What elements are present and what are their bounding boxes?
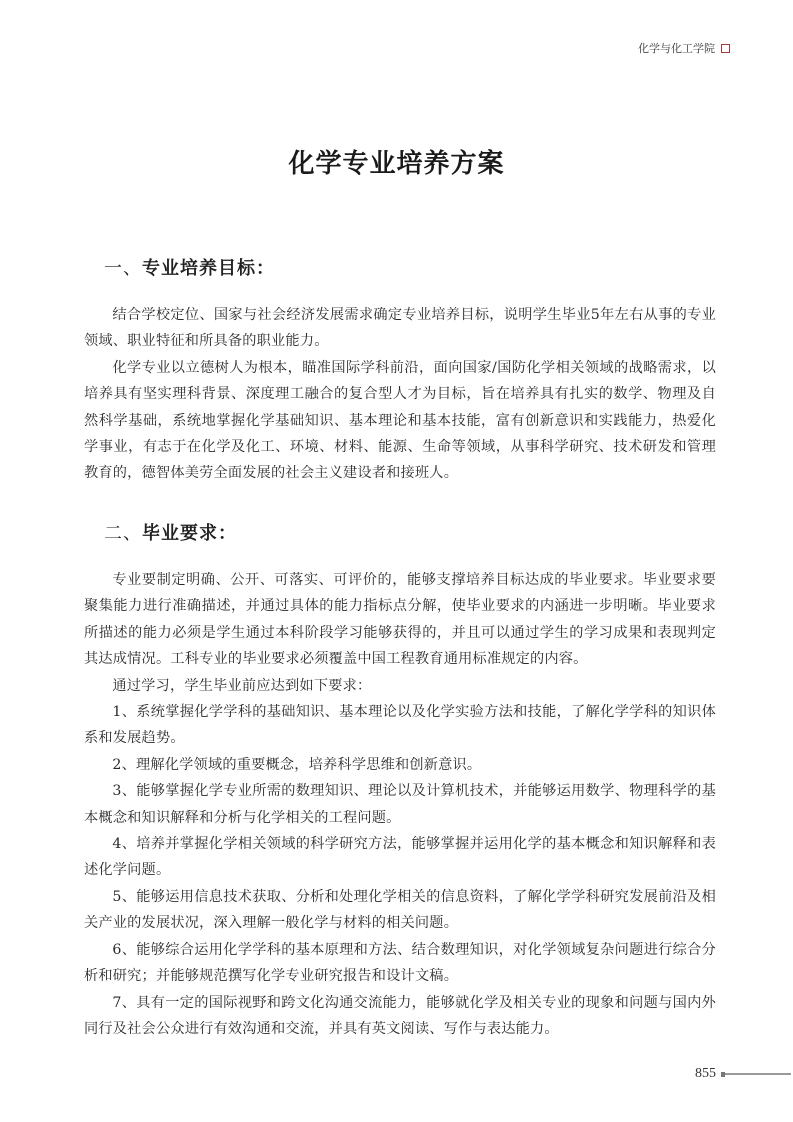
footer-rule — [725, 1073, 791, 1075]
section-number: 一、 — [104, 258, 142, 279]
requirement-item: 6、能够综合运用化学学科的基本原理和方法、结合数理知识，对化学领域复杂问题进行综合分析和研究；并能够规范撰写化学专业研究报告和设计文稿。 — [84, 941, 716, 985]
running-header — [638, 40, 730, 56]
square-marker-icon — [721, 44, 730, 53]
running-header-text: 化学与化工学院 — [638, 42, 715, 55]
page-title: 化学专业培养方案 — [288, 149, 505, 179]
section-1-body — [84, 302, 716, 487]
section-heading-text: 专业培养目标： — [142, 258, 275, 279]
page-number: 855 — [695, 1066, 716, 1081]
requirement-item: 4、培养并掌握化学相关领域的科学研究方法，能够掌握并运用化学的基本概念和知识解释和表述化学问题。 — [84, 836, 716, 879]
paragraph: 结合学校定位、国家与社会经济发展需求确定专业培养目标，说明学生毕业5年左右从事的专业领域、职业特征和所具备的职业能力。 — [84, 307, 716, 350]
requirement-item: 5、能够运用信息技术获取、分析和处理化学相关的信息资料，了解化学学科研究发展前沿及相关产业的发展状况，深入理解一般化学与材料的相关问题。 — [84, 888, 716, 932]
paragraph: 通过学习，学生毕业前应达到如下要求： — [112, 677, 372, 694]
paragraph: 化学专业以立德树人为根本，瞄准国际学科前沿，面向国家/国防化学相关领域的战略需求，以培养具有坚实理科背景、深度理工融合的复合型人才为目标，旨在培养具有扎实的数学、物理及自然科学基础，系统地掌握化学基础知识、基本理论和基本技能，富有创新意识和实践能力，热爱化学事业，有志于在化学及化工、环境、材料、能源、生命等领域，从事科学研究、技术研发和管理教育的，德智体美劳全面发展的社会主义建设者和接班人。 — [84, 359, 716, 482]
page-footer — [695, 1066, 791, 1082]
section-number: 二、 — [104, 523, 142, 544]
requirement-item: 1、系统掌握化学学科的基础知识、基本理论以及化学实验方法和技能，了解化学学科的知识体系和发展趋势。 — [84, 704, 716, 747]
section-heading-2 — [104, 519, 237, 545]
requirement-item: 7、具有一定的国际视野和跨文化沟通交流能力，能够就化学及相关专业的现象和问题与国内外同行及社会公众进行有效沟通和交流，并具有英文阅读、写作与表达能力。 — [84, 994, 716, 1037]
section-heading-1 — [104, 254, 275, 280]
paragraph: 专业要制定明确、公开、可落实、可评价的，能够支撑培养目标达成的毕业要求。毕业要求要聚集能力进行准确描述，并通过具体的能力指标点分解，使毕业要求的内涵进一步明晰。毕业要求所描述的能力必须是学生通过本科阶段学习能够获得的，并且可以通过学生的学习成果和表现判定其达成情况。工科专业的毕业要求必须覆盖中国工程教育通用标准规定的内容。 — [84, 572, 716, 668]
section-heading-text: 毕业要求： — [142, 523, 237, 544]
section-2-body — [84, 567, 716, 1042]
requirement-item: 3、能够掌握化学专业所需的数理知识、理论以及计算机技术，并能够运用数学、物理科学的基本概念和知识解释和分析与化学相关的工程问题。 — [84, 783, 716, 826]
requirement-item: 2、理解化学领域的重要概念，培养科学思维和创新意识。 — [112, 756, 482, 773]
